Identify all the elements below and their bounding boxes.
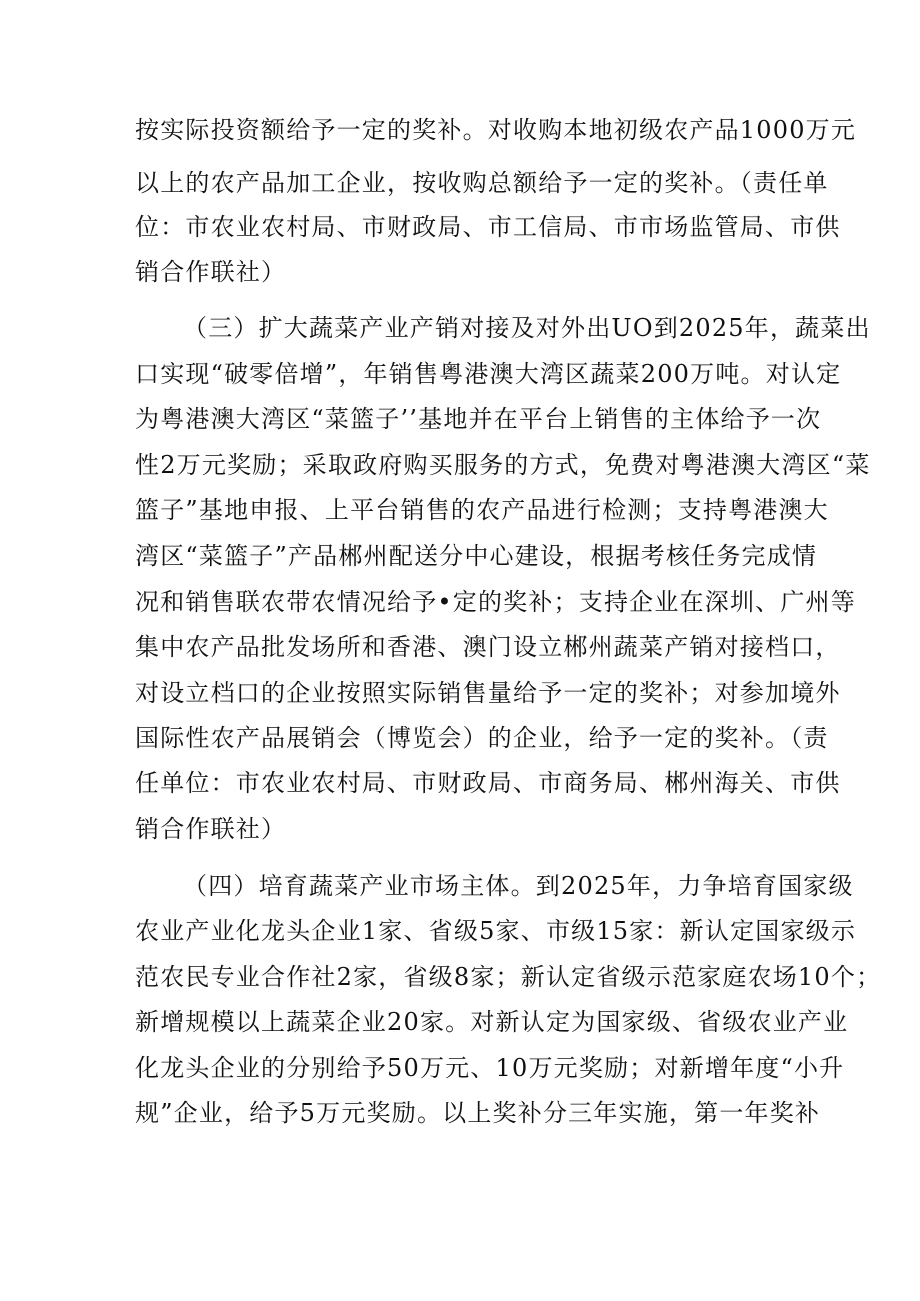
text-line: 销合作联社） xyxy=(135,815,287,843)
text-line: 性2万元奖励；采取政府购买服务的方式，免费对粤港澳大湾区“菜 xyxy=(135,451,871,479)
text-line: 口实现“破零倍增”，年销售粤港澳大湾区蔬菜200万吨。对认定 xyxy=(135,360,842,388)
text-line: 范农民专业合作社2家，省级8家；新认定省级示范家庭农场10个； xyxy=(135,963,882,991)
text-line: 任单位：市农业农村局、市财政局、市商务局、郴州海关、市供 xyxy=(135,769,841,797)
text-line: 农业产业化龙头企业1家、省级5家、市级15家：新认定国家级示 xyxy=(135,917,857,945)
text-line: 以上的农产品加工企业，按收购总额给予一定的奖补。（责任单 xyxy=(135,169,829,197)
text-line: 国际性农产品展销会（博览会）的企业，给予一定的奖补。（责 xyxy=(135,724,829,752)
text-line: 位：市农业农村局、市财政局、市工信局、市市场监管局、市供 xyxy=(135,213,841,241)
text-line: 化龙头企业的分别给予50万元、10万元奖励；对新增年度“小升 xyxy=(135,1054,845,1082)
text-line: 况和销售联农带农情况给予•定的奖补；支持企业在深圳、广州等 xyxy=(135,588,856,616)
text-line: 按实际投资额给予一定的奖补。对收购本地初级农产品1000万元 xyxy=(135,116,857,144)
text-line: 对设立档口的企业按照实际销售量给予一定的奖补；对参加境外 xyxy=(135,679,841,707)
text-line: 规”企业，给予5万元奖励。以上奖补分三年实施，第一年奖补 xyxy=(135,1099,821,1127)
text-line: 篮子”基地申报、上平台销售的农产品进行检测；支持粤港澳大 xyxy=(135,496,829,524)
text-line: （三）扩大蔬菜产业产销对接及对外出UO到2025年，蔬菜出 xyxy=(183,314,871,342)
text-line: 湾区“菜篮子”产品郴州配送分中心建设，根据考核任务完成情 xyxy=(135,542,818,570)
text-line: 集中农产品批发场所和香港、澳门设立郴州蔬菜产销对接档口， xyxy=(135,633,841,661)
text-line: 销合作联社） xyxy=(135,258,287,286)
text-line: 新增规模以上蔬菜企业20家。对新认定为国家级、省级农业产业 xyxy=(135,1008,849,1036)
text-line: 为粤港澳大湾区“菜篮子’’基地并在平台上销售的主体给予一次 xyxy=(135,405,822,433)
text-line: （四）培育蔬菜产业市场主体。到2025年，力争培育国家级 xyxy=(183,872,854,900)
